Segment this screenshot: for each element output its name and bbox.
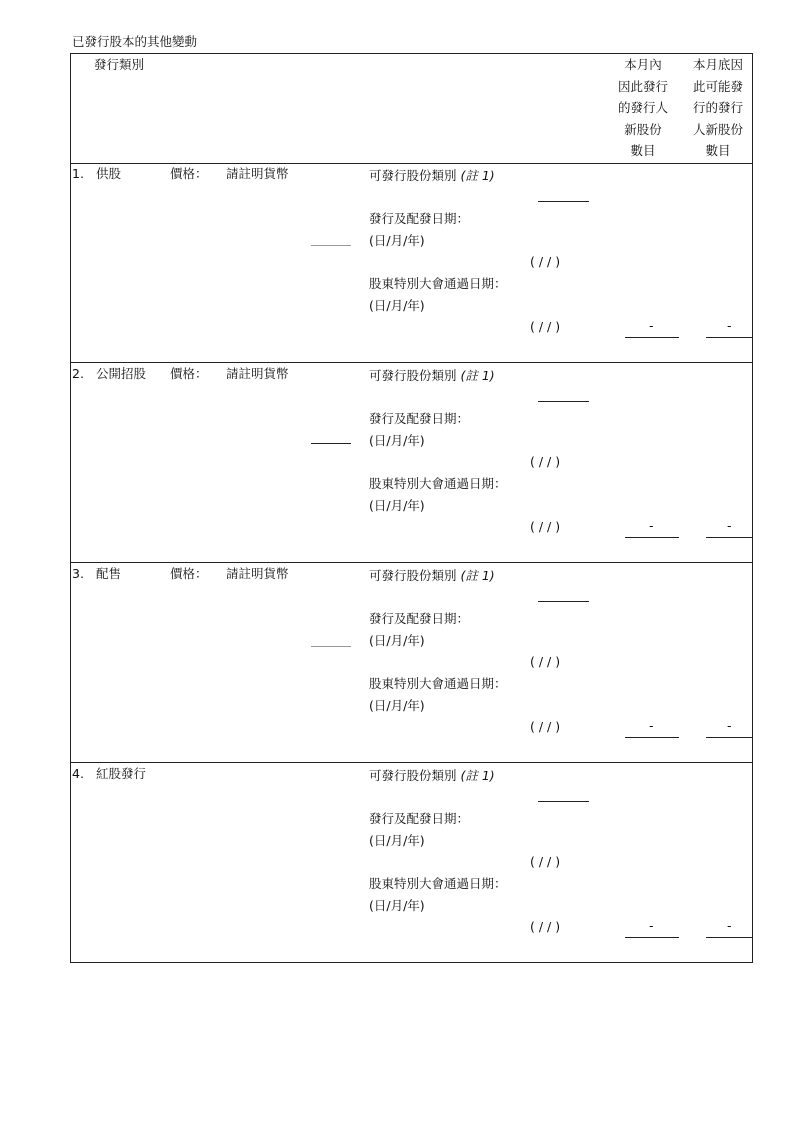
section-type: 公開招股 <box>96 366 147 381</box>
share-class-field[interactable] <box>538 601 589 602</box>
issuable-month-end-value[interactable]: - <box>727 718 732 733</box>
issued-this-month-line <box>625 937 679 938</box>
currency-label: 請註明貨幣 <box>226 566 289 581</box>
issued-this-month-value[interactable]: - <box>649 718 654 733</box>
currency-label: 請註明貨幣 <box>226 366 289 381</box>
share-class-text: 可發行股份類別 <box>369 368 457 383</box>
header-line: 新股份 <box>624 121 662 137</box>
egm-date-label: 股東特別大會通過日期： <box>369 676 507 691</box>
issued-this-month-value[interactable]: - <box>649 318 654 333</box>
issue-date-format: (日/月/年) <box>369 233 425 248</box>
currency-label: 請註明貨幣 <box>226 166 289 181</box>
share-class-label <box>369 770 495 783</box>
issued-this-month-line <box>625 537 679 538</box>
section-number: 2. <box>72 366 84 381</box>
issue-date-label: 發行及配發日期： <box>369 211 470 226</box>
egm-date-field[interactable]: ( / / ) <box>530 719 561 734</box>
section-type: 供股 <box>96 166 122 181</box>
share-class-field[interactable] <box>538 201 589 202</box>
note-reference: (註 1) <box>460 168 495 183</box>
price-field[interactable] <box>311 245 351 246</box>
note-reference: (註 1) <box>460 368 495 383</box>
issuable-month-end-line <box>706 537 752 538</box>
page-title: 已發行股本的其他變動 <box>72 34 198 49</box>
issue-date-field[interactable]: ( / / ) <box>530 654 561 669</box>
egm-date-label: 股東特別大會通過日期： <box>369 876 507 891</box>
egm-date-format: (日/月/年) <box>369 898 425 913</box>
price-label: 價格： <box>170 166 208 181</box>
issue-date-format: (日/月/年) <box>369 633 425 648</box>
egm-date-label: 股東特別大會通過日期： <box>369 476 507 491</box>
header-line: 人新股份 <box>692 121 743 137</box>
header-line: 的發行人 <box>617 100 668 115</box>
egm-date-field[interactable]: ( / / ) <box>530 919 561 934</box>
header-line: 此可能發 <box>692 78 743 94</box>
share-class-label <box>369 570 495 583</box>
egm-date-format: (日/月/年) <box>369 298 425 313</box>
issued-this-month-line <box>625 737 679 738</box>
issuable-month-end-value[interactable]: - <box>727 918 732 933</box>
issued-this-month-value[interactable]: - <box>649 518 654 533</box>
header-line: 本月底因 <box>692 57 743 72</box>
egm-date-format: (日/月/年) <box>369 698 425 713</box>
issuable-month-end-line <box>706 337 752 338</box>
egm-date-label: 股東特別大會通過日期： <box>369 276 507 291</box>
egm-date-field[interactable]: ( / / ) <box>530 519 561 534</box>
header-line: 因此發行 <box>617 78 668 94</box>
price-label: 價格： <box>170 566 208 581</box>
issue-date-label: 發行及配發日期： <box>369 411 470 426</box>
header-line: 本月內 <box>624 57 662 72</box>
share-class-text: 可發行股份類別 <box>369 568 457 583</box>
issue-date-field[interactable]: ( / / ) <box>530 854 561 869</box>
share-class-label <box>369 370 495 383</box>
share-class-text: 可發行股份類別 <box>369 168 457 183</box>
note-reference: (註 1) <box>460 568 495 583</box>
share-class-field[interactable] <box>538 801 589 802</box>
share-class-field[interactable] <box>538 401 589 402</box>
issue-date-field[interactable]: ( / / ) <box>530 454 561 469</box>
issuable-month-end-line <box>706 737 752 738</box>
section-type: 配售 <box>96 566 122 581</box>
col-header-issued-this-month <box>608 54 678 162</box>
col-header-issuable-month-end <box>683 54 753 162</box>
issue-date-format: (日/月/年) <box>369 433 425 448</box>
price-field[interactable] <box>311 443 351 444</box>
price-field[interactable] <box>311 646 351 647</box>
issue-date-field[interactable]: ( / / ) <box>530 254 561 269</box>
issuable-month-end-line <box>706 937 752 938</box>
section-number: 4. <box>72 766 84 781</box>
header-line: 行的發行 <box>692 100 743 115</box>
section-number: 1. <box>72 166 84 181</box>
issue-date-label: 發行及配發日期： <box>369 811 470 826</box>
price-label: 價格： <box>170 366 208 381</box>
issued-this-month-line <box>625 337 679 338</box>
issue-date-format: (日/月/年) <box>369 833 425 848</box>
issuable-month-end-value[interactable]: - <box>727 518 732 533</box>
issued-this-month-value[interactable]: - <box>649 918 654 933</box>
egm-date-field[interactable]: ( / / ) <box>530 319 561 334</box>
issue-date-label: 發行及配發日期： <box>369 611 470 626</box>
note-reference: (註 1) <box>460 768 495 783</box>
share-class-text: 可發行股份類別 <box>369 768 457 783</box>
issue-type-header: 發行類別 <box>94 57 145 72</box>
header-line: 數目 <box>630 143 656 158</box>
share-class-label <box>369 170 495 183</box>
header-line: 數目 <box>705 143 731 158</box>
egm-date-format: (日/月/年) <box>369 498 425 513</box>
issuable-month-end-value[interactable]: - <box>727 318 732 333</box>
section-type: 紅股發行 <box>96 766 147 781</box>
section-number: 3. <box>72 566 84 581</box>
